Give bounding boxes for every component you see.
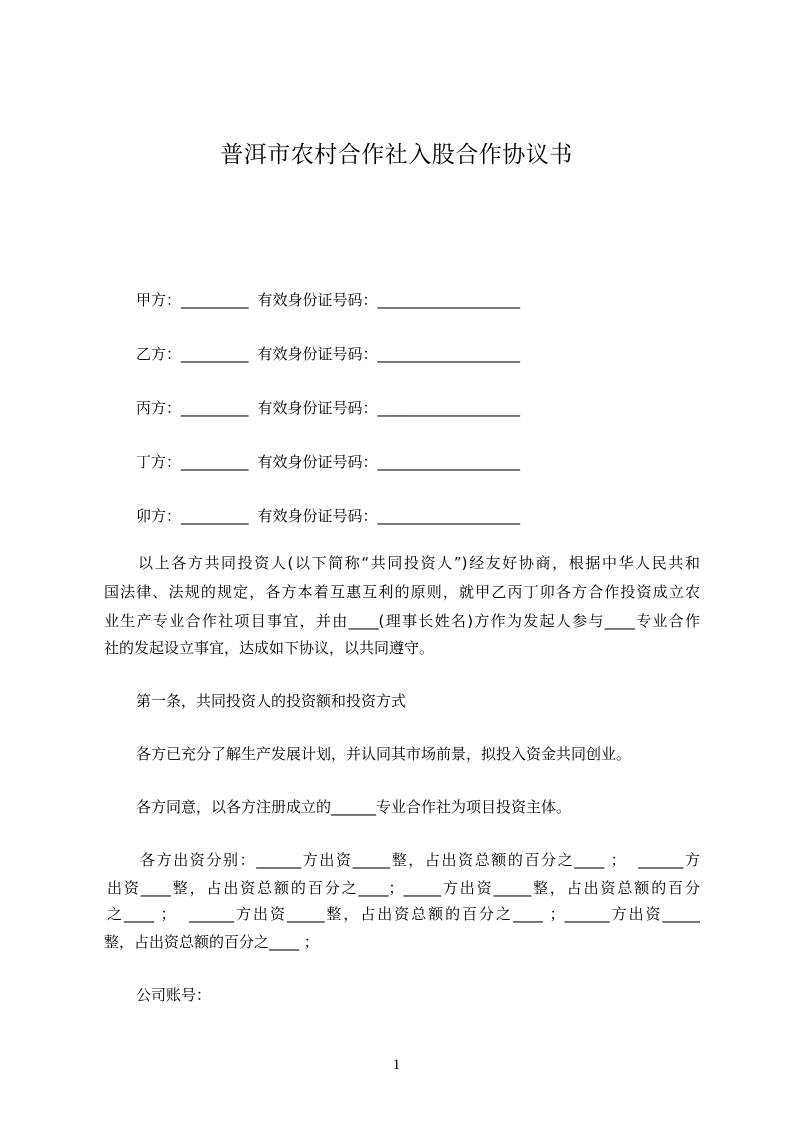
party-row-bing <box>136 398 520 418</box>
company-account-label: 公司账号： <box>136 986 212 1004</box>
party-label: 甲方： <box>136 291 182 309</box>
party-label: 乙方： <box>136 345 182 363</box>
party-name-blank: _________ <box>181 291 249 309</box>
id-number-label: 有效身份证号码： <box>257 453 378 471</box>
id-number-blank: ___________________ <box>377 291 521 309</box>
intro-line: 以上各方共同投资人(以下简称“共同投资人”)经友好协商，根据中华人民共和 <box>138 554 700 572</box>
id-number-blank: ___________________ <box>377 399 521 417</box>
party-label: 卯方： <box>136 507 182 525</box>
party-row-mao <box>136 506 520 526</box>
article-1-paragraph-1: 各方已充分了解生产发展计划，并认同其市场前景，拟投入资金共同创业。 <box>136 745 632 763</box>
intro-line: 社的发起设立事宜，达成如下协议，以共同遵守。 <box>104 639 435 657</box>
party-row-ding <box>136 452 520 472</box>
intro-line: 业生产专业合作社项目事宜，并由____(理事长姓名)方作为发起人参与____专业合作 <box>104 612 700 630</box>
party-label: 丁方： <box>136 453 182 471</box>
party-name-blank: _________ <box>181 453 249 471</box>
id-number-label: 有效身份证号码： <box>257 399 378 417</box>
party-name-blank: _________ <box>181 345 249 363</box>
document-title: 普洱市农村合作社入股合作协议书 <box>220 142 573 168</box>
party-label: 丙方： <box>136 399 182 417</box>
party-row-yi <box>136 344 520 364</box>
contribution-line: 各方出资分别：______方出资_____整，占出资总额的百分之____ ； ______方 <box>140 851 700 869</box>
id-number-label: 有效身份证号码： <box>257 345 378 363</box>
id-number-blank: ___________________ <box>377 507 521 525</box>
intro-line: 国法律、法规的规定，各方本着互惠互利的原则，就甲乙丙丁卯各方合作投资成立农 <box>104 583 700 601</box>
id-number-blank: ___________________ <box>377 345 521 363</box>
party-row-jia <box>136 290 520 310</box>
contribution-line: 出资____整，占出资总额的百分之____；_____方出资_____整，占出资总额的百分 <box>107 879 700 897</box>
page-number: 1 <box>392 1057 401 1073</box>
article-1-heading: 第一条，共同投资人的投资额和投资方式 <box>136 692 407 710</box>
id-number-label: 有效身份证号码： <box>257 291 378 309</box>
contribution-line: 整，占出资总额的百分之____ ； <box>104 933 319 951</box>
article-1-paragraph-2: 各方同意，以各方注册成立的______专业合作社为项目投资主体。 <box>136 798 572 816</box>
party-name-blank: _________ <box>181 399 249 417</box>
party-name-blank: _________ <box>181 507 249 525</box>
id-number-label: 有效身份证号码： <box>257 507 378 525</box>
contribution-line: 之____ ； ______方出资_____整，占出资总额的百分之____ ；______方出资_____ <box>107 905 700 923</box>
id-number-blank: ___________________ <box>377 453 521 471</box>
